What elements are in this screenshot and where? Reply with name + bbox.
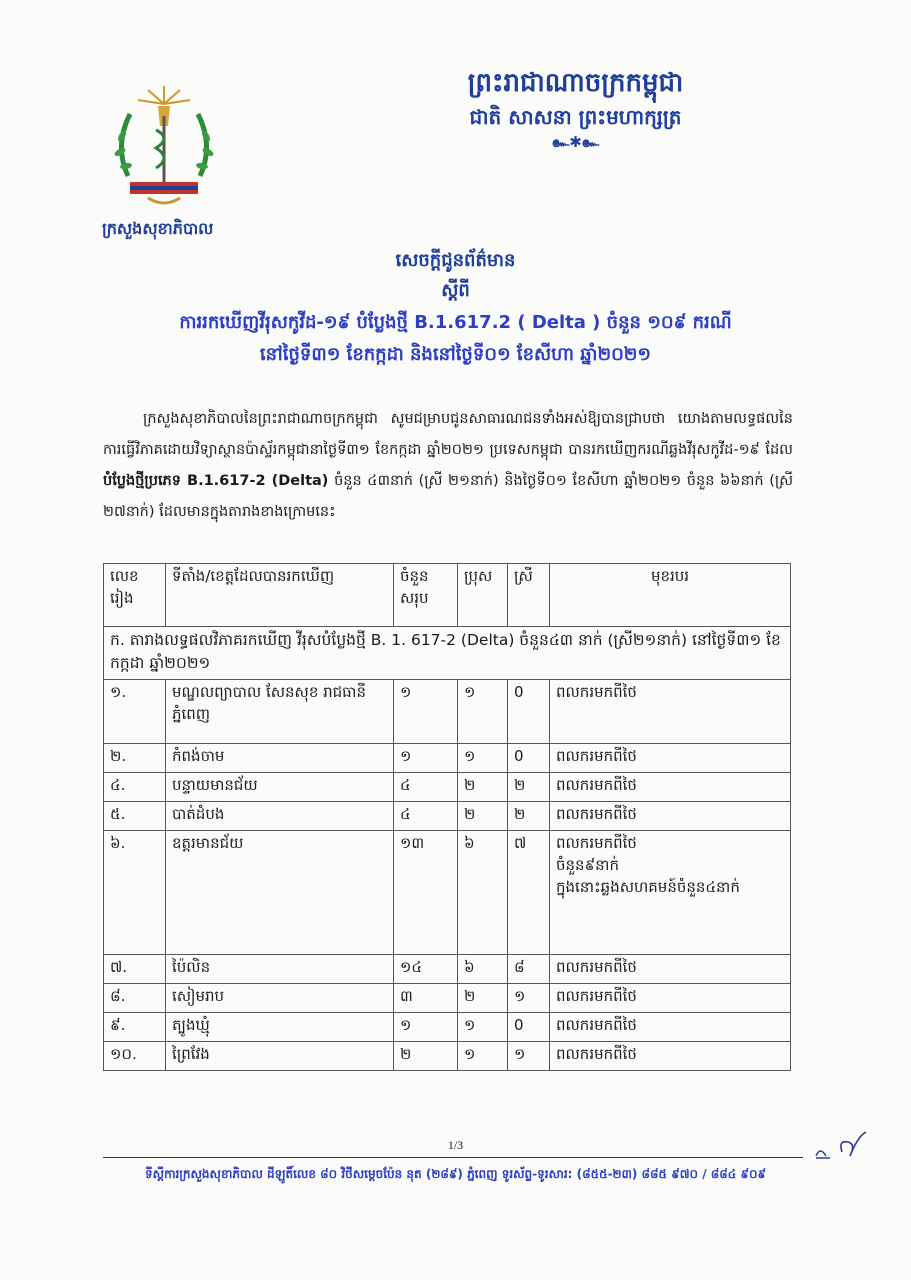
cell-no: ១. bbox=[104, 680, 166, 744]
cell-location: បាត់ដំបង bbox=[166, 802, 394, 831]
title-dates: នៅថ្ងៃទី៣១ ខែកក្កដា និងនៅថ្ងៃទី០១ ខែសីហា ឆ្នាំ២០២១ bbox=[259, 344, 652, 365]
table-row bbox=[104, 680, 791, 744]
table-row bbox=[104, 802, 791, 831]
cell-occupation: ពលករមកពីថៃ bbox=[550, 1042, 791, 1071]
cell-female: 0 bbox=[508, 744, 550, 773]
body-text-1: ក្រសួងសុខាភិបាលនៃព្រះរាជាណាចក្រកម្ពុជា សូមជម្រាបជូនសាធារណជនទាំងអស់ឱ្យបានជ្រាបថា យោងតាមលទ្ធផលនៃការធ្វើវិភាគដោយវិទ្យាស្ថានប៉ាស្ទ័រកម្ពុជានាថ្ងៃទី៣១ ខែកក្កដា ឆ្នាំ២០២១ ប្រទេសកម្ពុជា បានរកឃើញករណីឆ្លងវីរុសកូវីដ-១៩ ដែល bbox=[103, 411, 793, 458]
header-location: ទីតាំង/ខេត្តដែលបានរកឃើញ bbox=[166, 564, 394, 627]
table-row bbox=[104, 1042, 791, 1071]
cell-total: ១ bbox=[394, 744, 458, 773]
body-paragraph bbox=[103, 404, 793, 528]
header-female: ស្រី bbox=[508, 564, 550, 627]
cell-male: ១ bbox=[458, 1042, 508, 1071]
cell-occupation: ពលករមកពីថៃ bbox=[550, 955, 791, 984]
table-row bbox=[104, 773, 791, 802]
cell-female: ២ bbox=[508, 773, 550, 802]
header-no: លេខរៀង bbox=[104, 564, 166, 627]
body-text-2: ចំនួន ៤៣នាក់ (ស្រី ២១នាក់) និងថ្ងៃទី០១ ខែសីហា ឆ្នាំ២០២១ ចំនួន ៦៦នាក់ (ស្រី ២៧នាក់) ដែលមានក្នុងតារាងខាងក្រោមនេះ bbox=[103, 473, 793, 520]
ornament: ๛✱๛ bbox=[551, 133, 600, 151]
cell-total: ១ bbox=[394, 680, 458, 744]
ministry-logo bbox=[108, 86, 220, 210]
cell-no: ៧. bbox=[104, 955, 166, 984]
page-number: 1/3 bbox=[447, 1138, 464, 1152]
cell-occupation: ពលករមកពីថៃ bbox=[550, 773, 791, 802]
cell-male: ២ bbox=[458, 802, 508, 831]
cell-location: ឧត្តរមានជ័យ bbox=[166, 831, 394, 955]
cell-total: ៤ bbox=[394, 773, 458, 802]
header-total: ចំនួនសរុប bbox=[394, 564, 458, 627]
cell-male: ៦ bbox=[458, 955, 508, 984]
cell-location: មណ្ឌលព្យាបាល សែនសុខ រាជធានីភ្នំពេញ bbox=[166, 680, 394, 744]
cell-occupation: ពលករមកពីថៃ bbox=[550, 680, 791, 744]
cell-total: ១៣ bbox=[394, 831, 458, 955]
cell-male: ១ bbox=[458, 1013, 508, 1042]
occupation-line: ពលករមកពីថៃ bbox=[556, 834, 637, 852]
occupation-line: ចំនួន៩នាក់ bbox=[556, 856, 619, 874]
cell-location: សៀមរាប bbox=[166, 984, 394, 1013]
cell-male: ២ bbox=[458, 984, 508, 1013]
kingdom-heading: ព្រះរាជាណាចក្រកម្ពុជា bbox=[467, 68, 684, 98]
table-row bbox=[104, 955, 791, 984]
ministry-name: ក្រសួងសុខាភិបាល bbox=[102, 219, 214, 238]
cell-total: ១ bbox=[394, 1013, 458, 1042]
cell-no: ២. bbox=[104, 744, 166, 773]
cell-no: ៩. bbox=[104, 1013, 166, 1042]
cell-location: បន្ទាយមានជ័យ bbox=[166, 773, 394, 802]
table-row bbox=[104, 744, 791, 773]
cases-table bbox=[103, 563, 791, 1071]
cell-female: ៨ bbox=[508, 955, 550, 984]
cell-no: ៥. bbox=[104, 802, 166, 831]
cell-no: ១០. bbox=[104, 1042, 166, 1071]
footer-divider bbox=[103, 1157, 803, 1158]
cell-female: ៧ bbox=[508, 831, 550, 955]
cell-female: 0 bbox=[508, 680, 550, 744]
occupation-line: ក្នុងនោះឆ្លងសហគមន៍ចំនួន៤នាក់ bbox=[556, 878, 740, 896]
cell-male: ២ bbox=[458, 773, 508, 802]
national-motto: ជាតិ សាសនា ព្រះមហាក្សត្រ bbox=[469, 105, 682, 129]
table-row bbox=[104, 1013, 791, 1042]
cell-location: ប៉ៃលិន bbox=[166, 955, 394, 984]
cell-total: ១៤ bbox=[394, 955, 458, 984]
section-title: ក. តារាងលទ្ធផលវិភាគរកឃើញ វីរុសបំប្លែងថ្មី B. 1. 617-2 (Delta) ចំនួន៤៣ នាក់ (ស្រី២១នាក់) នៅថ្ងៃទី៣១ ខែកក្កដា ឆ្នាំ២០២១ bbox=[104, 627, 791, 680]
cell-occupation: ពលករមកពីថៃ bbox=[550, 984, 791, 1013]
cell-total: ២ bbox=[394, 1042, 458, 1071]
table-header-row bbox=[104, 564, 791, 627]
header-male: ប្រុស bbox=[458, 564, 508, 627]
title-subject: ការរកឃើញវីរុសកូវីដ-១៩ បំប្លែងថ្មី B.1.617.2 ( Delta ) ចំនួន ១០៩ ករណី bbox=[179, 312, 732, 333]
document-title: សេចក្តីជូនព័ត៌មាន bbox=[395, 250, 516, 271]
cell-female: ១ bbox=[508, 1042, 550, 1071]
cell-total: ៤ bbox=[394, 802, 458, 831]
cell-male: ១ bbox=[458, 744, 508, 773]
cell-female: ១ bbox=[508, 984, 550, 1013]
cell-occupation: ពលករមកពីថៃ bbox=[550, 744, 791, 773]
section-row bbox=[104, 627, 791, 680]
cell-female: ២ bbox=[508, 802, 550, 831]
title-about: ស្តីពី bbox=[441, 280, 470, 301]
cell-total: ៣ bbox=[394, 984, 458, 1013]
header-occupation: មុខរបរ bbox=[550, 564, 791, 627]
handwritten-initials bbox=[812, 1128, 872, 1164]
cell-no: ៦. bbox=[104, 831, 166, 955]
cell-no: ៤. bbox=[104, 773, 166, 802]
cell-location: កំពង់ចាម bbox=[166, 744, 394, 773]
body-variant-bold: បំប្លែងថ្មីប្រភេទ B.1.617-2 (Delta) bbox=[103, 473, 329, 489]
cell-occupation: ពលករមកពីថៃ bbox=[550, 802, 791, 831]
cell-male: ១ bbox=[458, 680, 508, 744]
cell-no: ៨. bbox=[104, 984, 166, 1013]
cell-location: ព្រៃវែង bbox=[166, 1042, 394, 1071]
cell-female: 0 bbox=[508, 1013, 550, 1042]
footer-address: ទីស្តីការក្រសួងសុខាភិបាល ដីឡូតិ៍លេខ ៨០ វិថីសម្ដេចប៉ែន នុត (២៨៩) ភ្នំពេញ ទូរស័ព្ទ-ទូរសារ: (៨៥៥-២៣) ៨៨៥ ៩៧០ / ៨៨៤ ៩០៩ bbox=[145, 1167, 766, 1181]
table-row bbox=[104, 984, 791, 1013]
cell-location: ត្បូងឃ្មុំ bbox=[166, 1013, 394, 1042]
cell-occupation: ពលករមកពីថៃ bbox=[550, 1013, 791, 1042]
table-row bbox=[104, 831, 791, 955]
cell-occupation bbox=[550, 831, 791, 955]
cell-male: ៦ bbox=[458, 831, 508, 955]
